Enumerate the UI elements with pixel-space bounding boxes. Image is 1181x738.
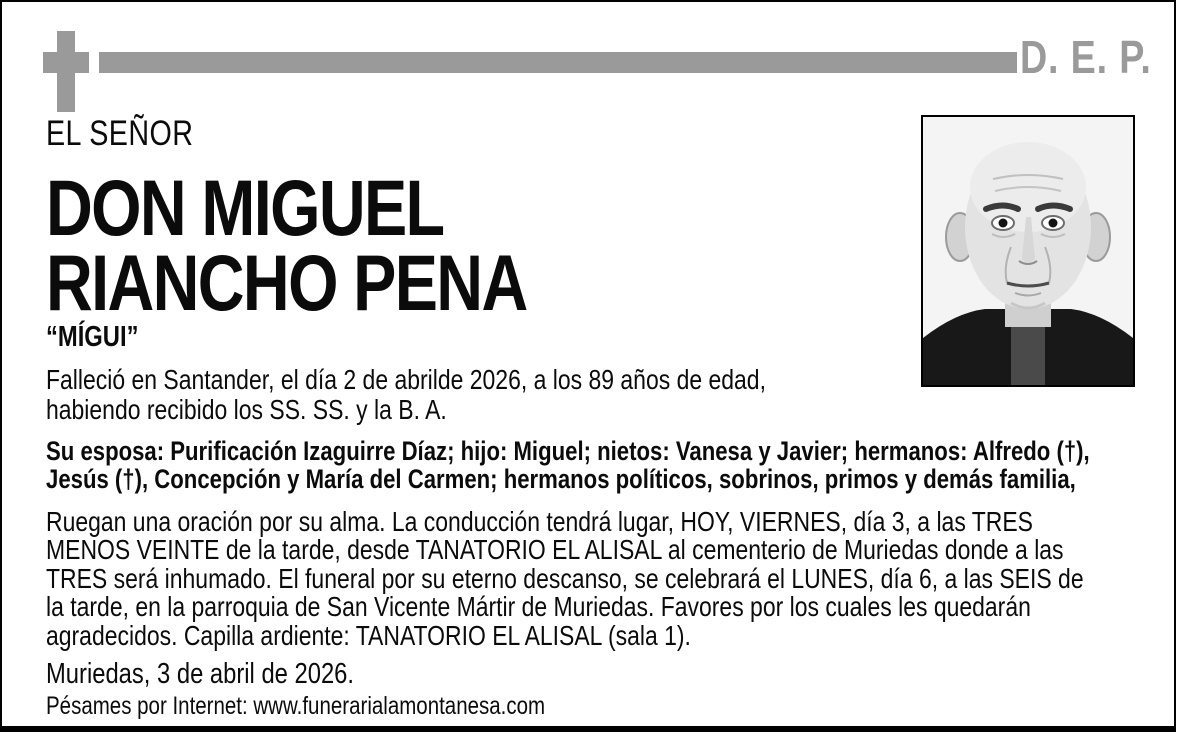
condolences-url-line: Pésames por Internet: www.funerarialamontanesa.com <box>46 692 546 720</box>
nickname: “MÍGUI” <box>46 321 139 353</box>
announcement-line: agradecidos. Capilla ardiente: TANATORIO EL ALISAL (sala 1). <box>46 619 691 651</box>
death-notice-line: Falleció en Santander, el día 2 de abrilde 2026, a los 89 años de edad, <box>46 364 766 395</box>
family-line: Su esposa: Purificación Izaguirre Díaz; hijo: Miguel; nietos: Vanesa y Javier; hermanos: Alfredo (†), <box>46 436 1090 466</box>
announcement-paragraph <box>46 508 1084 650</box>
family-line: Jesús (†), Concepción y María del Carmen; hermanos políticos, sobrinos, primos y demás familia, <box>46 463 1076 494</box>
deceased-portrait-photo <box>921 115 1135 387</box>
dateline: Muriedas, 3 de abril de 2026. <box>46 658 355 690</box>
deceased-name-line1: DON MIGUEL <box>46 163 444 252</box>
family-paragraph <box>46 438 1090 493</box>
dep-label: D. E. P. <box>1020 31 1152 83</box>
announcement-line: TRES será inhumado. El funeral por su eterno descanso, se celebrará el LUNES, día 6, a las SEIS de <box>46 562 1084 594</box>
deceased-name-line2: RIANCHO PENA <box>46 238 527 327</box>
salutation: EL SEÑOR <box>46 114 194 153</box>
death-notice-paragraph <box>46 365 766 425</box>
portrait-illustration <box>923 117 1133 385</box>
death-notice-line: habiendo recibido los SS. SS. y la B. A. <box>46 394 447 425</box>
announcement-line: MENOS VEINTE de la tarde, desde TANATORIO EL ALISAL al cementerio de Muriedas donde a las <box>46 534 1064 566</box>
announcement-line: la tarde, en la parroquia de San Vicente Mártir de Muriedas. Favores por los cuales les quedarán <box>46 591 1031 623</box>
announcement-line: Ruegan una oración por su alma. La conducción tendrá lugar, HOY, VIERNES, día 3, a las TRES <box>46 506 1034 537</box>
header-rule <box>99 52 1017 73</box>
